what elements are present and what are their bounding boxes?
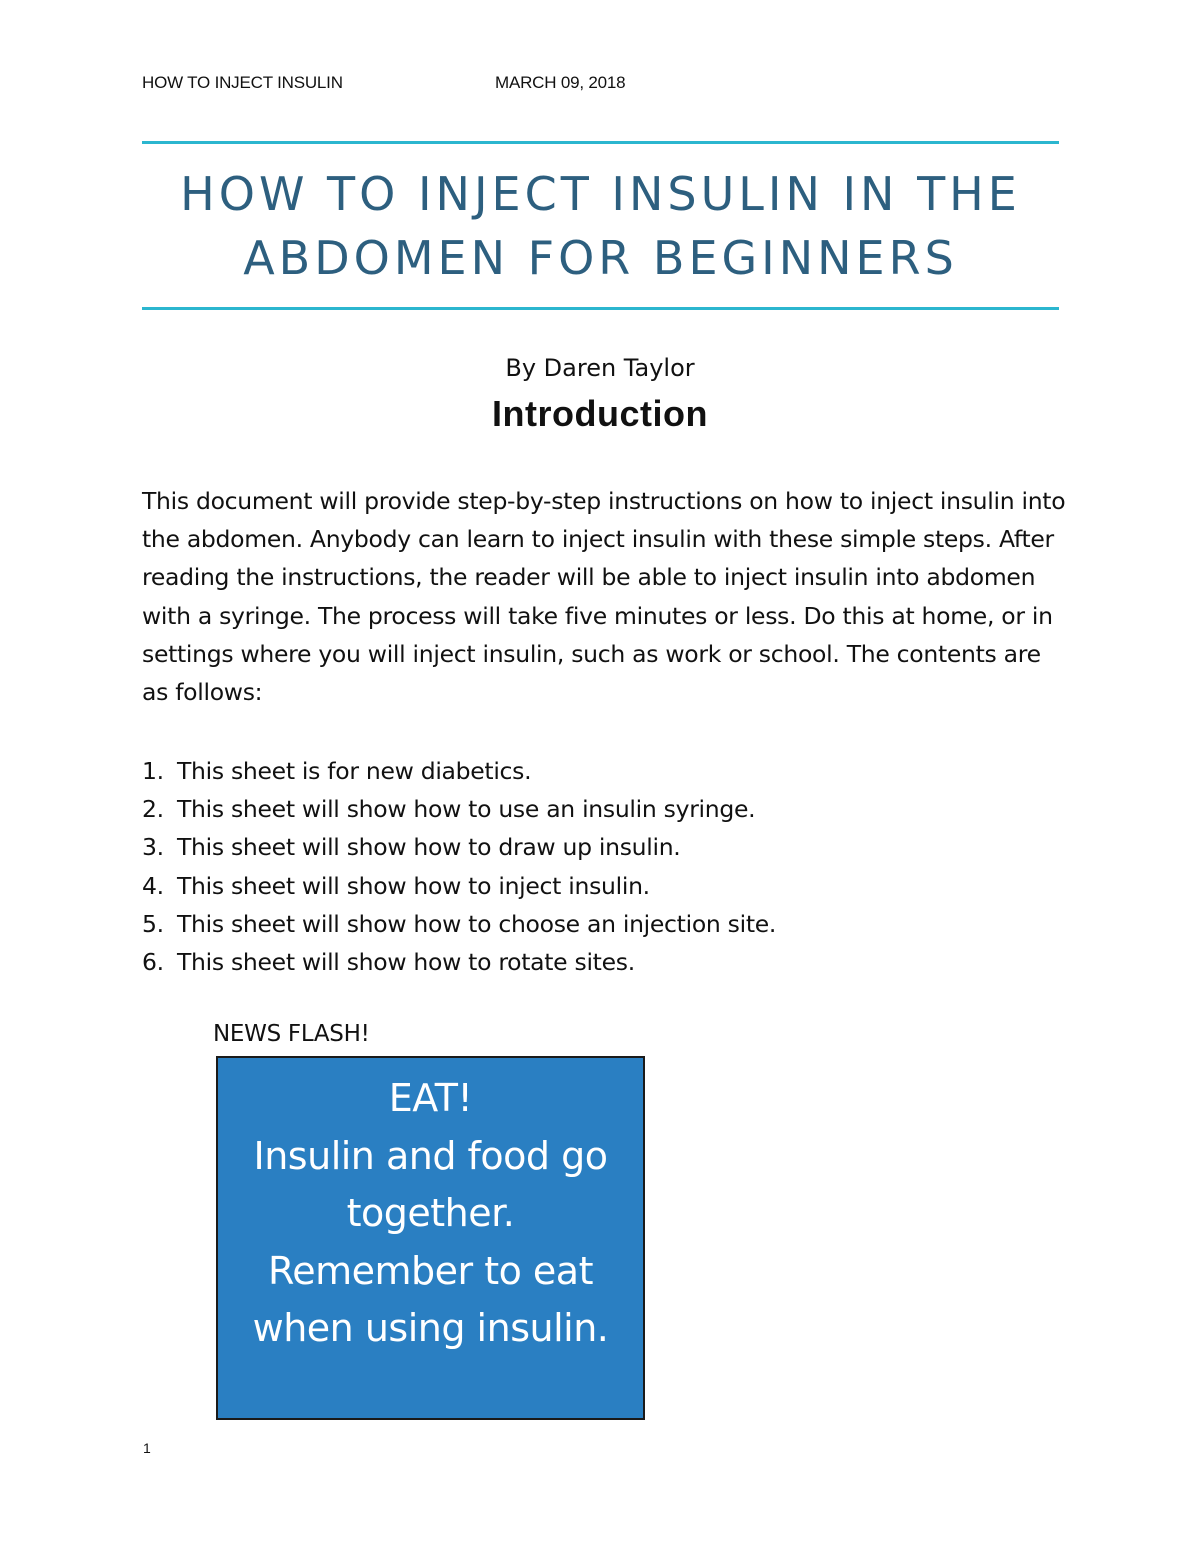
list-item-number: 5.	[142, 909, 164, 938]
list-item-text: This sheet is for new diabetics.	[177, 757, 532, 785]
list-item-text: This sheet will show how to use an insulin syringe.	[177, 795, 756, 824]
title-rule-top	[142, 141, 1059, 144]
news-flash-box	[216, 1056, 645, 1420]
news-flash-line: EAT!	[388, 1076, 473, 1120]
news-flash-line: Insulin and food go	[253, 1133, 608, 1178]
header-title: HOW TO INJECT INSULIN	[142, 73, 343, 92]
list-item	[142, 905, 1062, 943]
list-item	[142, 867, 1062, 905]
list-item	[142, 943, 1062, 981]
document-title	[142, 162, 1059, 290]
list-item-number: 6.	[142, 948, 164, 977]
list-item	[142, 790, 1062, 828]
list-item-text: This sheet will show how to choose an injection site.	[177, 909, 777, 938]
list-item-number: 4.	[142, 871, 164, 900]
page-number: 1	[143, 1440, 151, 1456]
news-flash-line: Remember to eat	[268, 1248, 593, 1293]
list-item-text: This sheet will show how to inject insulin.	[177, 871, 650, 900]
intro-paragraph: This document will provide step-by-step instructions on how to inject insulin into the abdomen. Anybody can learn to inject insulin with these simple steps. After reading the instructions, the reader will be able to inject insulin into abdomen with a syringe. The process will take five minutes or less. Do this at home, or in settings where you will inject insulin, such as work or school. The contents are as follows:	[142, 487, 1066, 707]
section-heading: Introduction	[492, 393, 708, 434]
list-item-number: 3.	[142, 833, 164, 862]
news-flash-line: together.	[346, 1191, 515, 1235]
title-rule-bottom	[142, 307, 1059, 310]
list-item-number: 1.	[142, 757, 164, 785]
list-item-number: 2.	[142, 795, 164, 824]
header-date: MARCH 09, 2018	[495, 73, 626, 92]
byline: By Daren Taylor	[505, 354, 695, 382]
list-item	[142, 828, 1062, 866]
contents-list	[142, 752, 1062, 981]
list-item	[142, 752, 1062, 790]
list-item-text: This sheet will show how to rotate sites.	[177, 948, 635, 977]
document-title-line-2: ABDOMEN FOR BEGINNERS	[243, 231, 958, 285]
list-item-text: This sheet will show how to draw up insulin.	[177, 833, 681, 862]
document-title-line-1: HOW TO INJECT INSULIN IN THE	[180, 167, 1021, 221]
news-flash-line: when using insulin.	[252, 1306, 609, 1350]
news-flash-label: NEWS FLASH!	[213, 1021, 370, 1047]
